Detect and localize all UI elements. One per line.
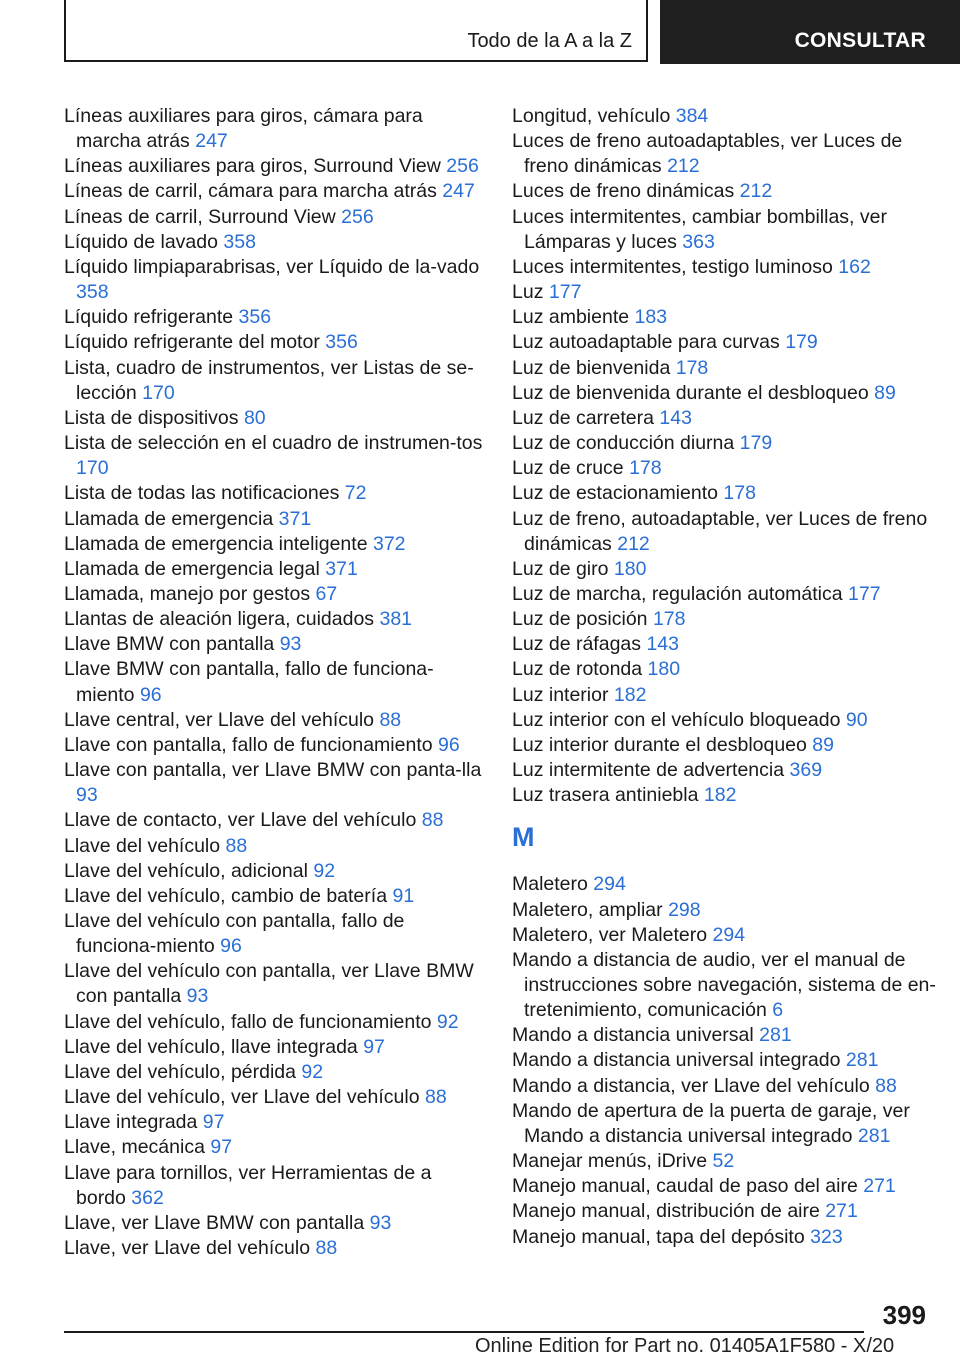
index-entry-term: Llantas de aleación ligera, cuidados bbox=[64, 608, 375, 631]
index-entry-term: Luz bbox=[512, 281, 544, 304]
index-entry-page-link[interactable]: 372 bbox=[372, 532, 406, 555]
index-entry-term: Líneas de carril, cámara para marcha atrás bbox=[64, 180, 437, 203]
index-entry-page-link[interactable]: 178 bbox=[723, 482, 756, 505]
index-entry-term: Llamada de emergencia bbox=[64, 507, 274, 530]
index-entry bbox=[64, 356, 484, 406]
index-entry-term: Líquido de lavado bbox=[64, 230, 218, 253]
index-entry-page-link[interactable]: 294 bbox=[712, 923, 746, 946]
index-entry-page-link[interactable]: 96 bbox=[220, 935, 242, 958]
index-entry-term: Líneas auxiliares para giros, cámara para marcha atrás bbox=[64, 105, 423, 153]
index-entry-term: Luz ambiente bbox=[512, 306, 630, 329]
index-entry-term: Llave del vehículo, adicional bbox=[64, 859, 308, 882]
index-entry-term: Llave con pantalla, fallo de funcionamiento bbox=[64, 733, 433, 756]
index-entry-page-link[interactable]: 88 bbox=[875, 1074, 897, 1097]
index-entry-page-link[interactable]: 247 bbox=[442, 180, 475, 203]
index-entry bbox=[512, 507, 942, 557]
index-entry-page-link[interactable]: 256 bbox=[446, 155, 479, 178]
index-entry-page-link[interactable]: 356 bbox=[238, 306, 272, 329]
index-entry bbox=[512, 948, 942, 1023]
index-entry bbox=[64, 532, 484, 557]
index-entry-page-link[interactable]: 67 bbox=[315, 582, 338, 605]
index-entry-term: Líneas auxiliares para giros, Surround View bbox=[64, 155, 441, 178]
index-entry bbox=[512, 179, 942, 204]
index-entry-page-link[interactable]: 177 bbox=[848, 582, 881, 605]
index-entry bbox=[512, 607, 942, 632]
index-entry-page-link[interactable]: 96 bbox=[438, 733, 460, 756]
index-entry bbox=[512, 1099, 942, 1149]
index-entry-page-link[interactable]: 178 bbox=[675, 356, 709, 379]
section-tab[interactable] bbox=[64, 0, 648, 62]
index-entry bbox=[64, 406, 484, 431]
index-entry-term: Manejar menús, iDrive bbox=[512, 1150, 708, 1173]
index-entry bbox=[512, 657, 942, 682]
index-entry bbox=[64, 708, 484, 733]
index-entry-page-link[interactable]: 281 bbox=[845, 1049, 879, 1072]
index-entry-term: Llamada de emergencia inteligente bbox=[64, 532, 368, 555]
index-entry bbox=[512, 431, 942, 456]
index-entry bbox=[512, 708, 942, 733]
index-entry bbox=[64, 808, 484, 833]
index-entry-page-link[interactable]: 177 bbox=[548, 281, 582, 304]
index-entry-term: Luz de conducción diurna bbox=[512, 432, 735, 455]
index-group-m bbox=[512, 872, 942, 1249]
index-entry-term: Luz de carretera bbox=[512, 406, 654, 429]
index-entry bbox=[512, 557, 942, 582]
index-entry-term: Llave BMW con pantalla, fallo de funciona-miento bbox=[64, 658, 434, 706]
index-entry-page-link[interactable]: 179 bbox=[739, 432, 773, 455]
index-entry-page-link[interactable]: 6 bbox=[772, 999, 784, 1022]
index-entry-page-link[interactable]: 93 bbox=[279, 633, 302, 656]
index-entry-page-link[interactable]: 356 bbox=[325, 331, 358, 354]
index-entry bbox=[512, 582, 942, 607]
index-column-right bbox=[512, 104, 942, 1250]
index-entry-term: Llamada, manejo por gestos bbox=[64, 582, 311, 605]
index-entry-term: Luz de bienvenida durante el desbloqueo bbox=[512, 381, 869, 404]
chapter-tab[interactable] bbox=[660, 0, 960, 64]
index-entry-term: Líquido refrigerante del motor bbox=[64, 331, 320, 354]
index-entry-page-link[interactable]: 90 bbox=[845, 708, 868, 731]
index-entry bbox=[512, 356, 942, 381]
index-entry bbox=[64, 1135, 484, 1160]
index-entry-term: Luz de bienvenida bbox=[512, 356, 671, 379]
index-entry bbox=[64, 431, 484, 481]
index-entry-term: Mando a distancia, ver Llave del vehículo bbox=[512, 1074, 870, 1097]
index-entry-term: Maletero, ver Maletero bbox=[512, 923, 708, 946]
index-entry-page-link[interactable]: 271 bbox=[825, 1200, 858, 1223]
index-entry bbox=[512, 1074, 942, 1099]
index-entry-term: Líneas de carril, Surround View bbox=[64, 205, 336, 228]
index-entry-page-link[interactable]: 52 bbox=[712, 1150, 735, 1173]
index-entry-term: Llave para tornillos, ver Herramientas de a bordo bbox=[64, 1161, 432, 1209]
index-entry-page-link[interactable]: 89 bbox=[812, 733, 834, 756]
index-entry bbox=[512, 456, 942, 481]
index-entry-page-link[interactable]: 212 bbox=[667, 155, 700, 178]
index-entry-term: Manejo manual, distribución de aire bbox=[512, 1200, 820, 1223]
index-entry-term: Llave, ver Llave del vehículo bbox=[64, 1237, 311, 1260]
index-entry-page-link[interactable]: 362 bbox=[131, 1186, 164, 1209]
index-entry bbox=[64, 507, 484, 532]
index-entry bbox=[64, 205, 484, 230]
index-entry bbox=[512, 1149, 942, 1174]
index-entry bbox=[64, 1161, 484, 1211]
index-entry bbox=[512, 872, 942, 897]
index-entry bbox=[64, 1236, 484, 1261]
index-entry-term: Luz de cruce bbox=[512, 457, 624, 480]
page-number: 399 bbox=[882, 1300, 926, 1330]
index-entry-term: Llave, mecánica bbox=[64, 1136, 205, 1159]
index-entry-term: Luces intermitentes, testigo luminoso bbox=[512, 255, 833, 278]
index-entry bbox=[64, 1010, 484, 1035]
index-entry bbox=[512, 305, 942, 330]
index-group-l bbox=[512, 104, 942, 808]
index-entry bbox=[512, 104, 942, 129]
index-entry-page-link[interactable]: 93 bbox=[186, 985, 209, 1008]
index-entry-term: Llave central, ver Llave del vehículo bbox=[64, 708, 375, 731]
index-entry bbox=[512, 783, 942, 808]
index-entry-term: Llave del vehículo, ver Llave del vehículo bbox=[64, 1086, 420, 1109]
index-entry-page-link[interactable]: 170 bbox=[142, 381, 175, 404]
index-entry bbox=[64, 557, 484, 582]
index-entry-page-link[interactable]: 97 bbox=[210, 1136, 233, 1159]
index-entry-term: Luz de rotonda bbox=[512, 658, 643, 681]
index-entry bbox=[64, 582, 484, 607]
index-entry-page-link[interactable]: 143 bbox=[659, 406, 692, 429]
index-entry-term: Llave del vehículo, pérdida bbox=[64, 1060, 296, 1083]
index-entry-term: Llave del vehículo, llave integrada bbox=[64, 1035, 358, 1058]
section-tab-label: Todo de la A a la Z bbox=[467, 30, 632, 52]
index-entry-page-link[interactable]: 369 bbox=[789, 759, 823, 782]
index-entry-page-link[interactable]: 182 bbox=[613, 683, 647, 706]
index-entry-term: Mando a distancia de audio, ver el manual de instrucciones sobre navegación, sistema de en-tretenimiento, comunicación bbox=[512, 948, 936, 1022]
index-entry-term: Llave del vehículo con pantalla, fallo de funciona-miento bbox=[64, 910, 405, 958]
index-column-left bbox=[64, 104, 484, 1261]
index-entry-page-link[interactable]: 178 bbox=[629, 457, 662, 480]
index-entry bbox=[64, 179, 484, 204]
index-entry-term: Luces de freno autoadaptables, ver Luces de freno dinámicas bbox=[512, 130, 903, 178]
index-entry-term: Luz interior durante el desbloqueo bbox=[512, 733, 807, 756]
index-entry bbox=[512, 923, 942, 948]
index-entry bbox=[64, 632, 484, 657]
index-entry bbox=[64, 834, 484, 859]
index-entry-term: Luz de ráfagas bbox=[512, 633, 642, 656]
index-entry-page-link[interactable]: 371 bbox=[278, 507, 312, 530]
index-entry-page-link[interactable]: 80 bbox=[243, 406, 266, 429]
index-entry bbox=[64, 959, 484, 1009]
index-entry-page-link[interactable]: 93 bbox=[369, 1211, 392, 1234]
index-entry-page-link[interactable]: 179 bbox=[785, 331, 818, 354]
index-entry-page-link[interactable]: 170 bbox=[76, 457, 109, 480]
index-entry-page-link[interactable]: 381 bbox=[379, 608, 413, 631]
index-entry-term: Llave del vehículo bbox=[64, 834, 221, 857]
footer-divider bbox=[64, 1331, 864, 1333]
index-entry-term: Llave integrada bbox=[64, 1111, 198, 1134]
index-entry-page-link[interactable]: 212 bbox=[739, 180, 773, 203]
index-entry-page-link[interactable]: 97 bbox=[202, 1111, 225, 1134]
index-entry-page-link[interactable]: 91 bbox=[392, 884, 415, 907]
index-entry-page-link[interactable]: 281 bbox=[857, 1124, 891, 1147]
index-entry-term: Lista de todas las notificaciones bbox=[64, 482, 340, 505]
index-entry bbox=[512, 1174, 942, 1199]
index-entry-term: Longitud, vehículo bbox=[512, 105, 671, 127]
index-entry-page-link[interactable]: 247 bbox=[195, 130, 228, 153]
index-entry bbox=[512, 381, 942, 406]
index-entry-page-link[interactable]: 271 bbox=[863, 1175, 896, 1198]
index-entry-term: Luces intermitentes, cambiar bombillas, ver Lámparas y luces bbox=[512, 205, 887, 253]
index-entry bbox=[512, 481, 942, 506]
index-entry bbox=[512, 632, 942, 657]
index-entry bbox=[512, 758, 942, 783]
index-entry-term: Luz de freno, autoadaptable, ver Luces de freno dinámicas bbox=[512, 507, 928, 555]
index-entry bbox=[64, 330, 484, 355]
index-entry-term: Líquido refrigerante bbox=[64, 306, 234, 329]
index-entry bbox=[64, 104, 484, 154]
index-entry bbox=[512, 129, 942, 179]
index-entry-page-link[interactable]: 88 bbox=[315, 1237, 338, 1260]
index-entry-term: Llave de contacto, ver Llave del vehículo bbox=[64, 809, 417, 832]
index-entry-term: Llave con pantalla, ver Llave BMW con panta-lla bbox=[64, 759, 482, 782]
index-entry-page-link[interactable]: 92 bbox=[301, 1060, 324, 1083]
index-entry bbox=[64, 1085, 484, 1110]
index-entry-page-link[interactable]: 92 bbox=[436, 1010, 459, 1033]
index-entry-term: Lista, cuadro de instrumentos, ver Listas de se-lección bbox=[64, 356, 474, 404]
index-entry-page-link[interactable]: 93 bbox=[76, 784, 98, 807]
index-entry bbox=[64, 481, 484, 506]
index-entry-page-link[interactable]: 88 bbox=[379, 708, 402, 731]
index-entry bbox=[512, 280, 942, 305]
index-entry bbox=[64, 154, 484, 179]
index-entry-term: Luz interior con el vehículo bloqueado bbox=[512, 708, 841, 731]
index-entry-page-link[interactable]: 358 bbox=[223, 230, 256, 253]
index-entry-page-link[interactable]: 294 bbox=[593, 873, 626, 896]
index-entry bbox=[64, 758, 484, 808]
index-entry-term: Llave del vehículo, fallo de funcionamiento bbox=[64, 1010, 432, 1033]
index-entry bbox=[64, 1035, 484, 1060]
index-entry bbox=[512, 683, 942, 708]
index-entry bbox=[512, 255, 942, 280]
index-entry bbox=[512, 898, 942, 923]
index-entry-term: Luz interior bbox=[512, 683, 609, 706]
index-entry-term: Luz autoadaptable para curvas bbox=[512, 331, 780, 354]
index-entry bbox=[64, 1110, 484, 1135]
index-entry-term: Luz trasera antiniebla bbox=[512, 784, 699, 807]
index-entry-term: Luz de posición bbox=[512, 608, 648, 631]
index-entry bbox=[64, 1211, 484, 1236]
index-entry-term: Llave del vehículo con pantalla, ver Llave BMW con pantalla bbox=[64, 960, 474, 1008]
chapter-tab-label: CONSULTAR bbox=[794, 29, 926, 52]
index-entry-page-link[interactable]: 180 bbox=[613, 557, 647, 580]
index-entry-page-link[interactable]: 212 bbox=[617, 532, 650, 555]
index-entry-page-link[interactable]: 97 bbox=[363, 1035, 385, 1058]
index-entry bbox=[512, 1048, 942, 1073]
index-entry-page-link[interactable]: 183 bbox=[634, 306, 668, 329]
index-entry-page-link[interactable]: 281 bbox=[759, 1024, 792, 1047]
index-entry-page-link[interactable]: 358 bbox=[76, 281, 109, 304]
index-entry-page-link[interactable]: 178 bbox=[652, 608, 686, 631]
index-entry bbox=[64, 255, 484, 305]
index-entry-page-link[interactable]: 363 bbox=[682, 230, 715, 253]
index-entry-page-link[interactable]: 323 bbox=[810, 1225, 843, 1248]
index-entry bbox=[64, 909, 484, 959]
index-entry bbox=[64, 859, 484, 884]
index-entry-term: Luz de estacionamiento bbox=[512, 482, 718, 505]
index-entry bbox=[512, 1023, 942, 1048]
index-entry bbox=[512, 733, 942, 758]
index-entry-term: Lista de selección en el cuadro de instrumen-tos bbox=[64, 432, 483, 455]
index-entry bbox=[64, 1060, 484, 1085]
index-entry-term: Líquido limpiaparabrisas, ver Líquido de la-vado bbox=[64, 255, 480, 278]
index-entry-page-link[interactable]: 371 bbox=[325, 557, 358, 580]
index-entry-term: Mando a distancia universal integrado bbox=[512, 1049, 841, 1072]
index-entry-page-link[interactable]: 88 bbox=[225, 834, 248, 857]
index-entry-page-link[interactable]: 162 bbox=[838, 255, 871, 278]
index-entry bbox=[64, 230, 484, 255]
index-entry bbox=[512, 1225, 942, 1250]
section-letter-heading: M bbox=[512, 822, 535, 853]
index-entry-term: Mando a distancia universal bbox=[512, 1024, 754, 1047]
footer-edition-text: Online Edition for Part no. 01405A1F580 - X/20 bbox=[475, 1335, 895, 1357]
index-entry-page-link[interactable]: 298 bbox=[668, 898, 701, 921]
index-entry bbox=[64, 607, 484, 632]
index-entry-term: Maletero bbox=[512, 873, 588, 896]
index-entry-term: Llave BMW con pantalla bbox=[64, 633, 275, 656]
index-entry-page-link[interactable]: 180 bbox=[647, 658, 681, 681]
index-entry-term: Luz de giro bbox=[512, 557, 609, 580]
index-entry-term: Luces de freno dinámicas bbox=[512, 180, 735, 203]
index-entry-page-link[interactable]: 92 bbox=[313, 859, 336, 882]
index-entry-term: Luz intermitente de advertencia bbox=[512, 759, 785, 782]
index-entry-page-link[interactable]: 88 bbox=[421, 809, 444, 832]
index-entry-term: Maletero, ampliar bbox=[512, 898, 663, 921]
index-entry bbox=[64, 733, 484, 758]
index-entry-page-link[interactable]: 72 bbox=[344, 482, 367, 505]
index-entry-page-link[interactable]: 384 bbox=[675, 105, 709, 127]
index-entry-page-link[interactable]: 89 bbox=[874, 381, 896, 404]
index-entry bbox=[512, 330, 942, 355]
index-entry bbox=[512, 406, 942, 431]
index-entry bbox=[512, 1199, 942, 1224]
index-entry-term: Luz de marcha, regulación automática bbox=[512, 582, 843, 605]
index-entry-term: Manejo manual, caudal de paso del aire bbox=[512, 1175, 858, 1198]
index-entry bbox=[512, 205, 942, 255]
index-entry-term: Llave, ver Llave BMW con pantalla bbox=[64, 1211, 365, 1234]
index-entry-page-link[interactable]: 182 bbox=[703, 784, 737, 807]
index-entry-term: Mando de apertura de la puerta de garaje, ver Mando a distancia universal integrado bbox=[512, 1099, 910, 1147]
index-entry-page-link[interactable]: 96 bbox=[139, 683, 162, 706]
index-entry-term: Llave del vehículo, cambio de batería bbox=[64, 884, 388, 907]
index-entry-term: Manejo manual, tapa del depósito bbox=[512, 1225, 805, 1248]
index-entry bbox=[64, 657, 484, 707]
index-entry-page-link[interactable]: 88 bbox=[424, 1086, 447, 1109]
index-entry-page-link[interactable]: 143 bbox=[646, 633, 679, 656]
index-entry-term: Llamada de emergencia legal bbox=[64, 557, 320, 580]
index-entry bbox=[64, 884, 484, 909]
index-entry-page-link[interactable]: 256 bbox=[341, 205, 374, 228]
index-entry bbox=[64, 305, 484, 330]
index-entry-term: Lista de dispositivos bbox=[64, 406, 239, 429]
